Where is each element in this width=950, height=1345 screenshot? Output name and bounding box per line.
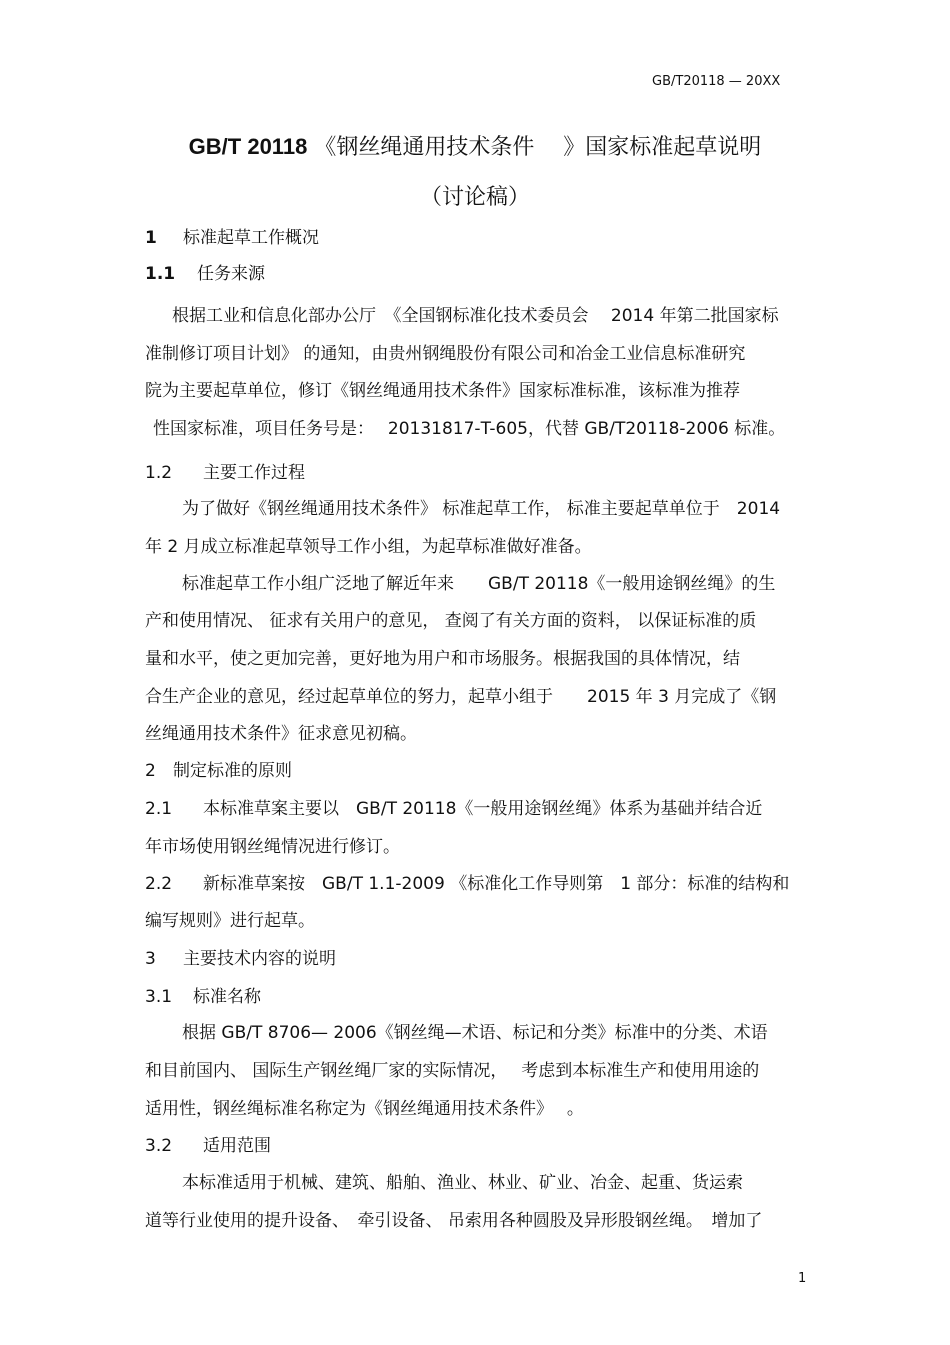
- section-heading-1-1: [145, 263, 265, 285]
- paragraph-line: 产和使用情况、 征求有关用户的意见， 查阅了有关方面的资料， 以保证标准的质: [145, 611, 757, 631]
- section-heading-3-1: [145, 986, 261, 1008]
- section-number: 3.2: [145, 1136, 173, 1156]
- document-title: [0, 130, 950, 161]
- section-text: 本标准草案主要以 GB/T 20118《一般用途钢丝绳》体系为基础并结合近: [203, 799, 763, 819]
- paragraph-line: 道等行业使用的提升设备、 牵引设备、 吊索用各种圆股及异形股钢丝绳。 增加了: [145, 1211, 763, 1231]
- header-standard-code: GB/T20118 — 20XX: [652, 74, 781, 89]
- section-title: 制定标准的原则: [173, 761, 292, 781]
- document-subtitle: （讨论稿）: [419, 185, 530, 210]
- paragraph-line: 年市场使用钢丝绳情况进行修订。: [145, 837, 400, 857]
- section-heading-2: [145, 760, 292, 782]
- section-heading-1-2: [145, 462, 305, 484]
- paragraph-line: 和目前国内、 国际生产钢丝绳厂家的实际情况， 考虑到本标准生产和使用用途的: [145, 1061, 760, 1081]
- title-name: 《钢丝绳通用技术条件 》国家标准起草说明: [314, 135, 762, 160]
- section-2-2-line: [145, 873, 789, 895]
- section-heading-3-2: [145, 1135, 271, 1157]
- section-heading-3: [145, 948, 336, 970]
- paragraph-line: 院为主要起草单位，修订《钢丝绳通用技术条件》国家标准标准，该标准为推荐: [145, 381, 740, 401]
- section-title: 标准起草工作概况: [183, 228, 319, 248]
- section-text: 新标准草案按 GB/T 1.1-2009 《标准化工作导则第 1 部分：标准的结构和: [203, 874, 790, 894]
- paragraph-line: 适用性，钢丝绳标准名称定为《钢丝绳通用技术条件》 。: [145, 1099, 584, 1119]
- paragraph-line: 根据 GB/T 8706— 2006《钢丝绳—术语、标记和分类》标准中的分类、术语: [182, 1023, 768, 1043]
- section-number: 2: [145, 761, 156, 781]
- paragraph-line: 丝绳通用技术条件》征求意见初稿。: [145, 724, 417, 744]
- section-title: 标准名称: [193, 987, 261, 1007]
- paragraph-line: 根据工业和信息化部办公厅 《全国钢标准化技术委员会 2014 年第二批国家标: [172, 306, 779, 326]
- section-number: 3.1: [145, 987, 173, 1007]
- paragraph-line: 合生产企业的意见，经过起草单位的努力，起草小组于 2015 年 3 月完成了《钢: [145, 687, 777, 707]
- section-number: 3: [145, 949, 156, 969]
- paragraph-line: 本标准适用于机械、建筑、船舶、渔业、林业、矿业、冶金、起重、货运索: [182, 1173, 743, 1193]
- paragraph-line: 性国家标准，项目任务号是： 20131817-T-605，代替 GB/T20118-2006 标准。: [153, 419, 786, 439]
- section-title: 主要工作过程: [203, 463, 305, 483]
- section-number: 2.2: [145, 874, 173, 894]
- section-heading-1: [145, 227, 319, 249]
- paragraph-line: 编写规则》进行起草。: [145, 911, 315, 931]
- section-number: 1.1: [145, 264, 176, 284]
- page-number: 1: [798, 1271, 807, 1286]
- section-number: 2.1: [145, 799, 173, 819]
- paragraph-line: 年 2 月成立标准起草领导工作小组，为起草标准做好准备。: [145, 537, 592, 557]
- paragraph-line: 准制修订项目计划》 的通知，由贵州钢绳股份有限公司和冶金工业信息标准研究: [145, 344, 746, 364]
- section-2-1-line: [145, 798, 762, 820]
- section-title: 主要技术内容的说明: [183, 949, 336, 969]
- section-number: 1: [145, 228, 157, 248]
- title-code: GB/T 20118: [188, 134, 308, 159]
- paragraph-line: 为了做好《钢丝绳通用技术条件》 标准起草工作， 标准主要起草单位于 2014: [182, 499, 781, 519]
- paragraph-line: 标准起草工作小组广泛地了解近年来 GB/T 20118《一般用途钢丝绳》的生: [182, 574, 776, 594]
- paragraph-line: 量和水平，使之更加完善，更好地为用户和市场服务。根据我国的具体情况，结: [145, 649, 740, 669]
- section-title: 适用范围: [203, 1136, 271, 1156]
- section-title: 任务来源: [197, 264, 265, 284]
- section-number: 1.2: [145, 463, 173, 483]
